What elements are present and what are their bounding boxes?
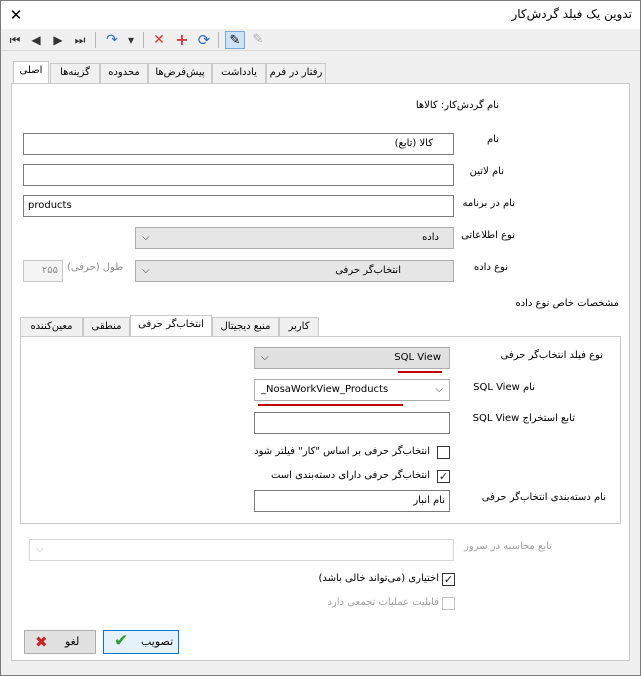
info-type-label: نوع اطلاعاتی — [461, 230, 515, 241]
info-type-value: داده — [422, 232, 439, 243]
approve-button-label: تصویب — [141, 635, 174, 648]
edit-icon[interactable]: ✎ — [225, 31, 245, 49]
data-type-select[interactable] — [135, 260, 454, 282]
toolbar-separator — [95, 32, 96, 48]
add-icon[interactable]: + — [175, 30, 189, 49]
view-name-value: _NosaWorkView_Products — [261, 384, 389, 395]
data-type-value: انتخاب‌گر حرفی — [335, 265, 401, 276]
tab-form-behavior[interactable]: رفتار در فرم — [266, 63, 326, 83]
edit-disabled-icon: ✎ — [252, 32, 264, 47]
chevron-down-icon: ⌵ — [36, 544, 44, 555]
program-name-field[interactable]: products — [23, 195, 454, 217]
delete-icon[interactable]: ✕ — [153, 32, 165, 48]
name-field[interactable]: کالا (تابع) — [23, 133, 454, 155]
cancel-button[interactable] — [24, 630, 96, 654]
tab-main[interactable]: اصلی — [13, 61, 49, 83]
filter-checkbox[interactable] — [437, 446, 450, 459]
highlight-underline — [258, 404, 403, 406]
window-title: تدوین یک فیلد گردش‌کار — [511, 7, 632, 21]
dropdown-arrow-icon[interactable]: ▾ — [127, 33, 135, 47]
grouping-checkbox[interactable]: ✓ — [438, 470, 449, 483]
close-icon[interactable]: ✕ — [9, 6, 23, 24]
server-function-select — [29, 539, 454, 561]
latin-name-label: نام لاتین — [469, 166, 504, 177]
subtab-logical[interactable]: منطقی — [83, 317, 130, 337]
prev-icon[interactable]: ◀ — [31, 33, 41, 47]
field-type-value: SQL View — [394, 352, 441, 363]
selector-panel — [20, 336, 621, 524]
length-field[interactable]: ۲۵۵ — [23, 260, 63, 282]
cancel-button-label: لغو — [65, 635, 80, 648]
subtab-user[interactable]: کاربر — [279, 317, 319, 337]
name-label: نام — [486, 134, 499, 145]
chevron-down-icon: ⌵ — [142, 265, 150, 276]
main-panel — [11, 83, 630, 661]
field-type-select[interactable] — [254, 347, 450, 369]
last-icon[interactable]: ⏭ — [74, 33, 86, 47]
length-label: طول (حرفی) — [67, 262, 124, 273]
title-bar — [1, 1, 640, 29]
optional-checkbox-label: اختیاری (می‌تواند خالی باشد) — [318, 573, 439, 584]
tab-options[interactable]: گزینه‌ها — [50, 63, 100, 83]
tab-range[interactable]: محدوده — [100, 63, 148, 83]
first-icon[interactable]: ⏮ — [9, 33, 21, 47]
subtab-determiner[interactable]: معین‌کننده — [20, 317, 83, 337]
specs-section-label: مشخصات خاص نوع داده — [515, 298, 619, 309]
redo-icon[interactable]: ↷ — [106, 32, 118, 48]
subtab-string-selector[interactable]: انتخاب‌گر حرفی — [130, 315, 212, 337]
aggregate-checkbox-label: قابلیت عملیات تجمعی دارد — [327, 597, 439, 608]
view-name-label: نام SQL View — [473, 382, 535, 393]
chevron-down-icon: ⌵ — [261, 352, 269, 363]
program-name-label: نام در برنامه — [462, 198, 515, 209]
field-type-label: نوع فیلد انتخاب‌گر حرفی — [500, 350, 603, 361]
chevron-down-icon: ⌵ — [435, 384, 443, 395]
refresh-icon[interactable]: ⟳ — [197, 31, 211, 49]
toolbar — [1, 29, 640, 51]
tab-notes[interactable]: یادداشت — [212, 63, 266, 83]
toolbar-separator — [218, 32, 219, 48]
info-type-select[interactable] — [135, 227, 454, 249]
extract-function-label: تابع استخراج SQL View — [472, 413, 575, 424]
highlight-underline — [398, 371, 442, 373]
aggregate-checkbox — [442, 597, 455, 610]
latin-name-field[interactable] — [23, 164, 454, 186]
approve-button[interactable] — [103, 630, 179, 654]
group-name-field[interactable]: نام انبار — [254, 490, 450, 512]
chevron-down-icon: ⌵ — [142, 232, 150, 243]
grouping-checkbox-label: انتخاب‌گر حرفی دارای دسته‌بندی است — [270, 470, 430, 481]
approve-icon: ✔ — [114, 631, 129, 651]
view-name-select[interactable] — [254, 379, 450, 401]
extract-function-field[interactable] — [254, 412, 450, 434]
cancel-icon: ✖ — [35, 633, 48, 651]
toolbar-separator — [143, 32, 144, 48]
optional-checkbox[interactable]: ✓ — [443, 573, 454, 586]
workflow-name-label: نام گردش‌کار: کالاها — [415, 100, 499, 111]
data-type-label: نوع داده — [473, 262, 508, 273]
filter-checkbox-label: انتخاب‌گر حرفی بر اساس "کار" فیلتر شود — [254, 446, 430, 457]
server-function-label: تابع محاسبه در سرور — [464, 541, 552, 552]
subtab-digital-source[interactable]: منبع دیجیتال — [212, 317, 279, 337]
next-icon[interactable]: ▶ — [53, 33, 63, 47]
tab-defaults[interactable]: پیش‌فرض‌ها — [148, 63, 212, 83]
group-name-label: نام دسته‌بندی انتخاب‌گر حرفی — [481, 492, 606, 503]
